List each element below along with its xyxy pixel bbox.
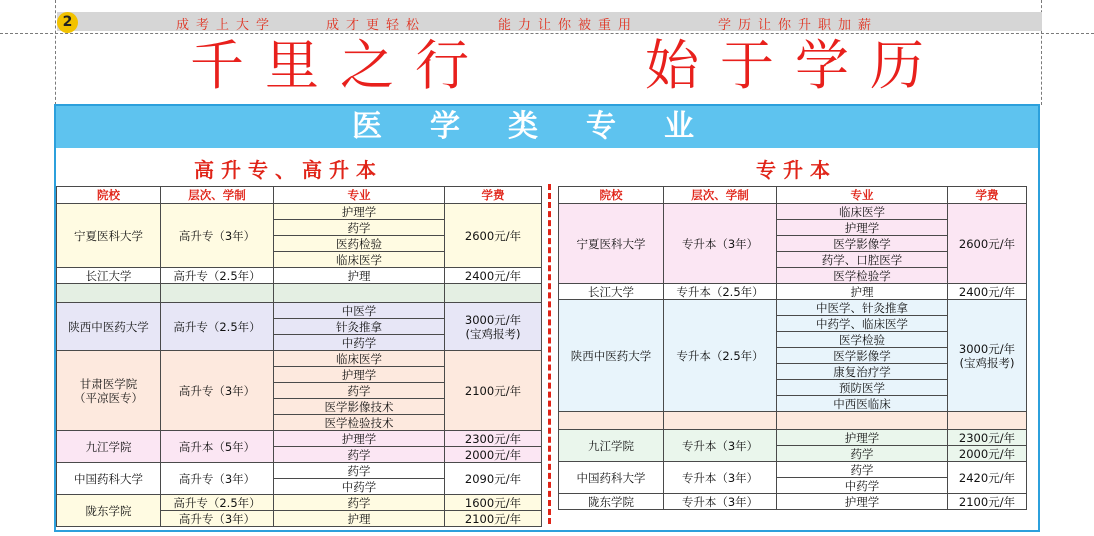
table-header-row <box>57 187 542 204</box>
major-cell: 临床医学 <box>274 351 445 367</box>
level-cell: 高升专（2.5年） <box>161 495 274 511</box>
major-cell: 医学影像学 <box>777 236 948 252</box>
major-cell: 护理学 <box>274 367 445 383</box>
major-cell: 药学 <box>274 383 445 399</box>
fee-cell: 2000元/年 <box>445 447 542 463</box>
header-school: 院校 <box>559 187 664 204</box>
spacer-cell <box>777 412 948 430</box>
fee-note: (宝鸡报考) <box>959 355 1015 370</box>
fee-cell <box>445 303 542 351</box>
major-cell: 护理学 <box>274 204 445 220</box>
major-cell: 医学影像技术 <box>274 399 445 415</box>
school-cell: 陇东学院 <box>559 494 664 510</box>
slogan-1: 成考上大学 <box>176 18 277 33</box>
level-cell: 高升专（2.5年） <box>161 303 274 351</box>
right-section-title: 专升本 <box>756 158 837 182</box>
major-cell: 医学检验学 <box>777 268 948 284</box>
major-cell: 医学影像学 <box>777 348 948 364</box>
fee-note: (宝鸡报考) <box>465 326 521 341</box>
fee-cell <box>948 300 1027 412</box>
guide-line-vertical-left <box>55 0 56 105</box>
major-cell: 中西医临床 <box>777 396 948 412</box>
table-row <box>57 463 542 479</box>
level-cell: 高升专（2.5年） <box>161 268 274 284</box>
major-cell: 护理 <box>777 284 948 300</box>
header-school: 院校 <box>57 187 161 204</box>
major-cell: 药学 <box>274 447 445 463</box>
table-header-row <box>559 187 1027 204</box>
school-cell: 中国药科大学 <box>57 463 161 495</box>
section-divider <box>548 184 551 524</box>
level-cell: 高升专（3年） <box>161 351 274 431</box>
school-cell: 宁夏医科大学 <box>57 204 161 268</box>
school-cell <box>57 351 161 431</box>
table-row <box>57 204 542 220</box>
level-cell: 专升本（2.5年） <box>664 284 777 300</box>
fee-cell: 2600元/年 <box>445 204 542 268</box>
major-cell: 药学 <box>777 446 948 462</box>
level-cell: 高升本（5年） <box>161 431 274 463</box>
school-cell: 九江学院 <box>559 430 664 462</box>
major-cell: 药学 <box>274 463 445 479</box>
header-major: 专业 <box>274 187 445 204</box>
level-cell: 高升专（3年） <box>161 511 274 527</box>
left-table <box>56 186 542 527</box>
major-cell: 针灸推拿 <box>274 319 445 335</box>
major-cell: 中医学 <box>274 303 445 319</box>
spacer-cell <box>57 284 161 303</box>
table-row <box>57 268 542 284</box>
school-cell: 九江学院 <box>57 431 161 463</box>
header-major: 专业 <box>777 187 948 204</box>
fee-cell: 2000元/年 <box>948 446 1027 462</box>
level-cell: 专升本（3年） <box>664 494 777 510</box>
level-cell: 高升专（3年） <box>161 204 274 268</box>
major-cell: 药学 <box>777 462 948 478</box>
fee-cell: 2100元/年 <box>948 494 1027 510</box>
table-row <box>559 430 1027 446</box>
table-row <box>559 462 1027 478</box>
spacer-row <box>57 284 542 303</box>
header-fee: 学费 <box>445 187 542 204</box>
major-cell: 护理 <box>274 511 445 527</box>
major-cell: 护理学 <box>274 431 445 447</box>
fee-cell: 2090元/年 <box>445 463 542 495</box>
school-cell: 陕西中医药大学 <box>57 303 161 351</box>
spacer-cell <box>948 412 1027 430</box>
school-cell: 长江大学 <box>559 284 664 300</box>
header-level: 层次、学制 <box>161 187 274 204</box>
level-cell: 专升本（2.5年） <box>664 300 777 412</box>
table-row <box>57 431 542 447</box>
page-number-badge: 2 <box>57 12 78 33</box>
header-fee: 学费 <box>948 187 1027 204</box>
major-cell: 护理 <box>274 268 445 284</box>
level-cell: 专升本（3年） <box>664 462 777 494</box>
major-cell: 预防医学 <box>777 380 948 396</box>
fee-cell: 1600元/年 <box>445 495 542 511</box>
table-row <box>57 351 542 367</box>
major-cell: 中药学 <box>777 478 948 494</box>
major-cell: 中医学、针灸推拿 <box>777 300 948 316</box>
level-cell: 专升本（3年） <box>664 430 777 462</box>
headline-left: 千里之行 <box>190 34 490 97</box>
major-cell: 临床医学 <box>777 204 948 220</box>
level-cell: 专升本（3年） <box>664 204 777 284</box>
fee-cell: 2300元/年 <box>948 430 1027 446</box>
major-cell: 中药学 <box>274 479 445 495</box>
fee-cell: 2420元/年 <box>948 462 1027 494</box>
fee-cell: 2400元/年 <box>948 284 1027 300</box>
major-cell: 医学检验 <box>777 332 948 348</box>
school-note: （平凉医专） <box>74 390 143 405</box>
school-cell: 中国药科大学 <box>559 462 664 494</box>
table-row <box>559 204 1027 220</box>
major-cell: 医学检验技术 <box>274 415 445 431</box>
major-cell: 康复治疗学 <box>777 364 948 380</box>
spacer-cell <box>274 284 445 303</box>
fee-cell: 2100元/年 <box>445 511 542 527</box>
school-cell: 陕西中医药大学 <box>559 300 664 412</box>
spacer-cell <box>445 284 542 303</box>
slogan-2: 成才更轻松 <box>326 18 427 33</box>
fee-cell: 2400元/年 <box>445 268 542 284</box>
fee-cell: 2600元/年 <box>948 204 1027 284</box>
fee-cell: 2300元/年 <box>445 431 542 447</box>
left-section-title: 高升专、高升本 <box>194 158 383 182</box>
table-row <box>559 494 1027 510</box>
major-cell: 护理学 <box>777 220 948 236</box>
spacer-cell <box>161 284 274 303</box>
major-cell: 中药学 <box>274 335 445 351</box>
major-cell: 护理学 <box>777 494 948 510</box>
spacer-cell <box>559 412 664 430</box>
level-cell: 高升专（3年） <box>161 463 274 495</box>
major-cell: 医药检验 <box>274 236 445 252</box>
major-cell: 药学 <box>274 220 445 236</box>
slogan-3: 能力让你被重用 <box>498 18 639 33</box>
table-row <box>57 495 542 511</box>
school-cell: 宁夏医科大学 <box>559 204 664 284</box>
table-row <box>559 284 1027 300</box>
fee-cell: 2100元/年 <box>445 351 542 431</box>
table-row <box>559 300 1027 316</box>
spacer-cell <box>664 412 777 430</box>
fee-value: 3000元/年 <box>464 312 522 327</box>
school-cell: 长江大学 <box>57 268 161 284</box>
major-cell: 护理学 <box>777 430 948 446</box>
school-name: 甘肃医学院 <box>79 376 138 391</box>
headline-right: 始于学历 <box>645 34 945 97</box>
major-cell: 临床医学 <box>274 252 445 268</box>
school-cell: 陇东学院 <box>57 495 161 527</box>
major-cell: 药学 <box>274 495 445 511</box>
majors-panel <box>54 104 1040 532</box>
slogan-4: 学历让你升职加薪 <box>718 18 879 33</box>
major-cell: 中药学、临床医学 <box>777 316 948 332</box>
right-table <box>558 186 1027 510</box>
table-row <box>57 303 542 319</box>
fee-value: 3000元/年 <box>958 341 1016 356</box>
banner-title: 医学类专业 <box>56 106 1038 148</box>
header-level: 层次、学制 <box>664 187 777 204</box>
major-cell: 药学、口腔医学 <box>777 252 948 268</box>
spacer-row <box>559 412 1027 430</box>
